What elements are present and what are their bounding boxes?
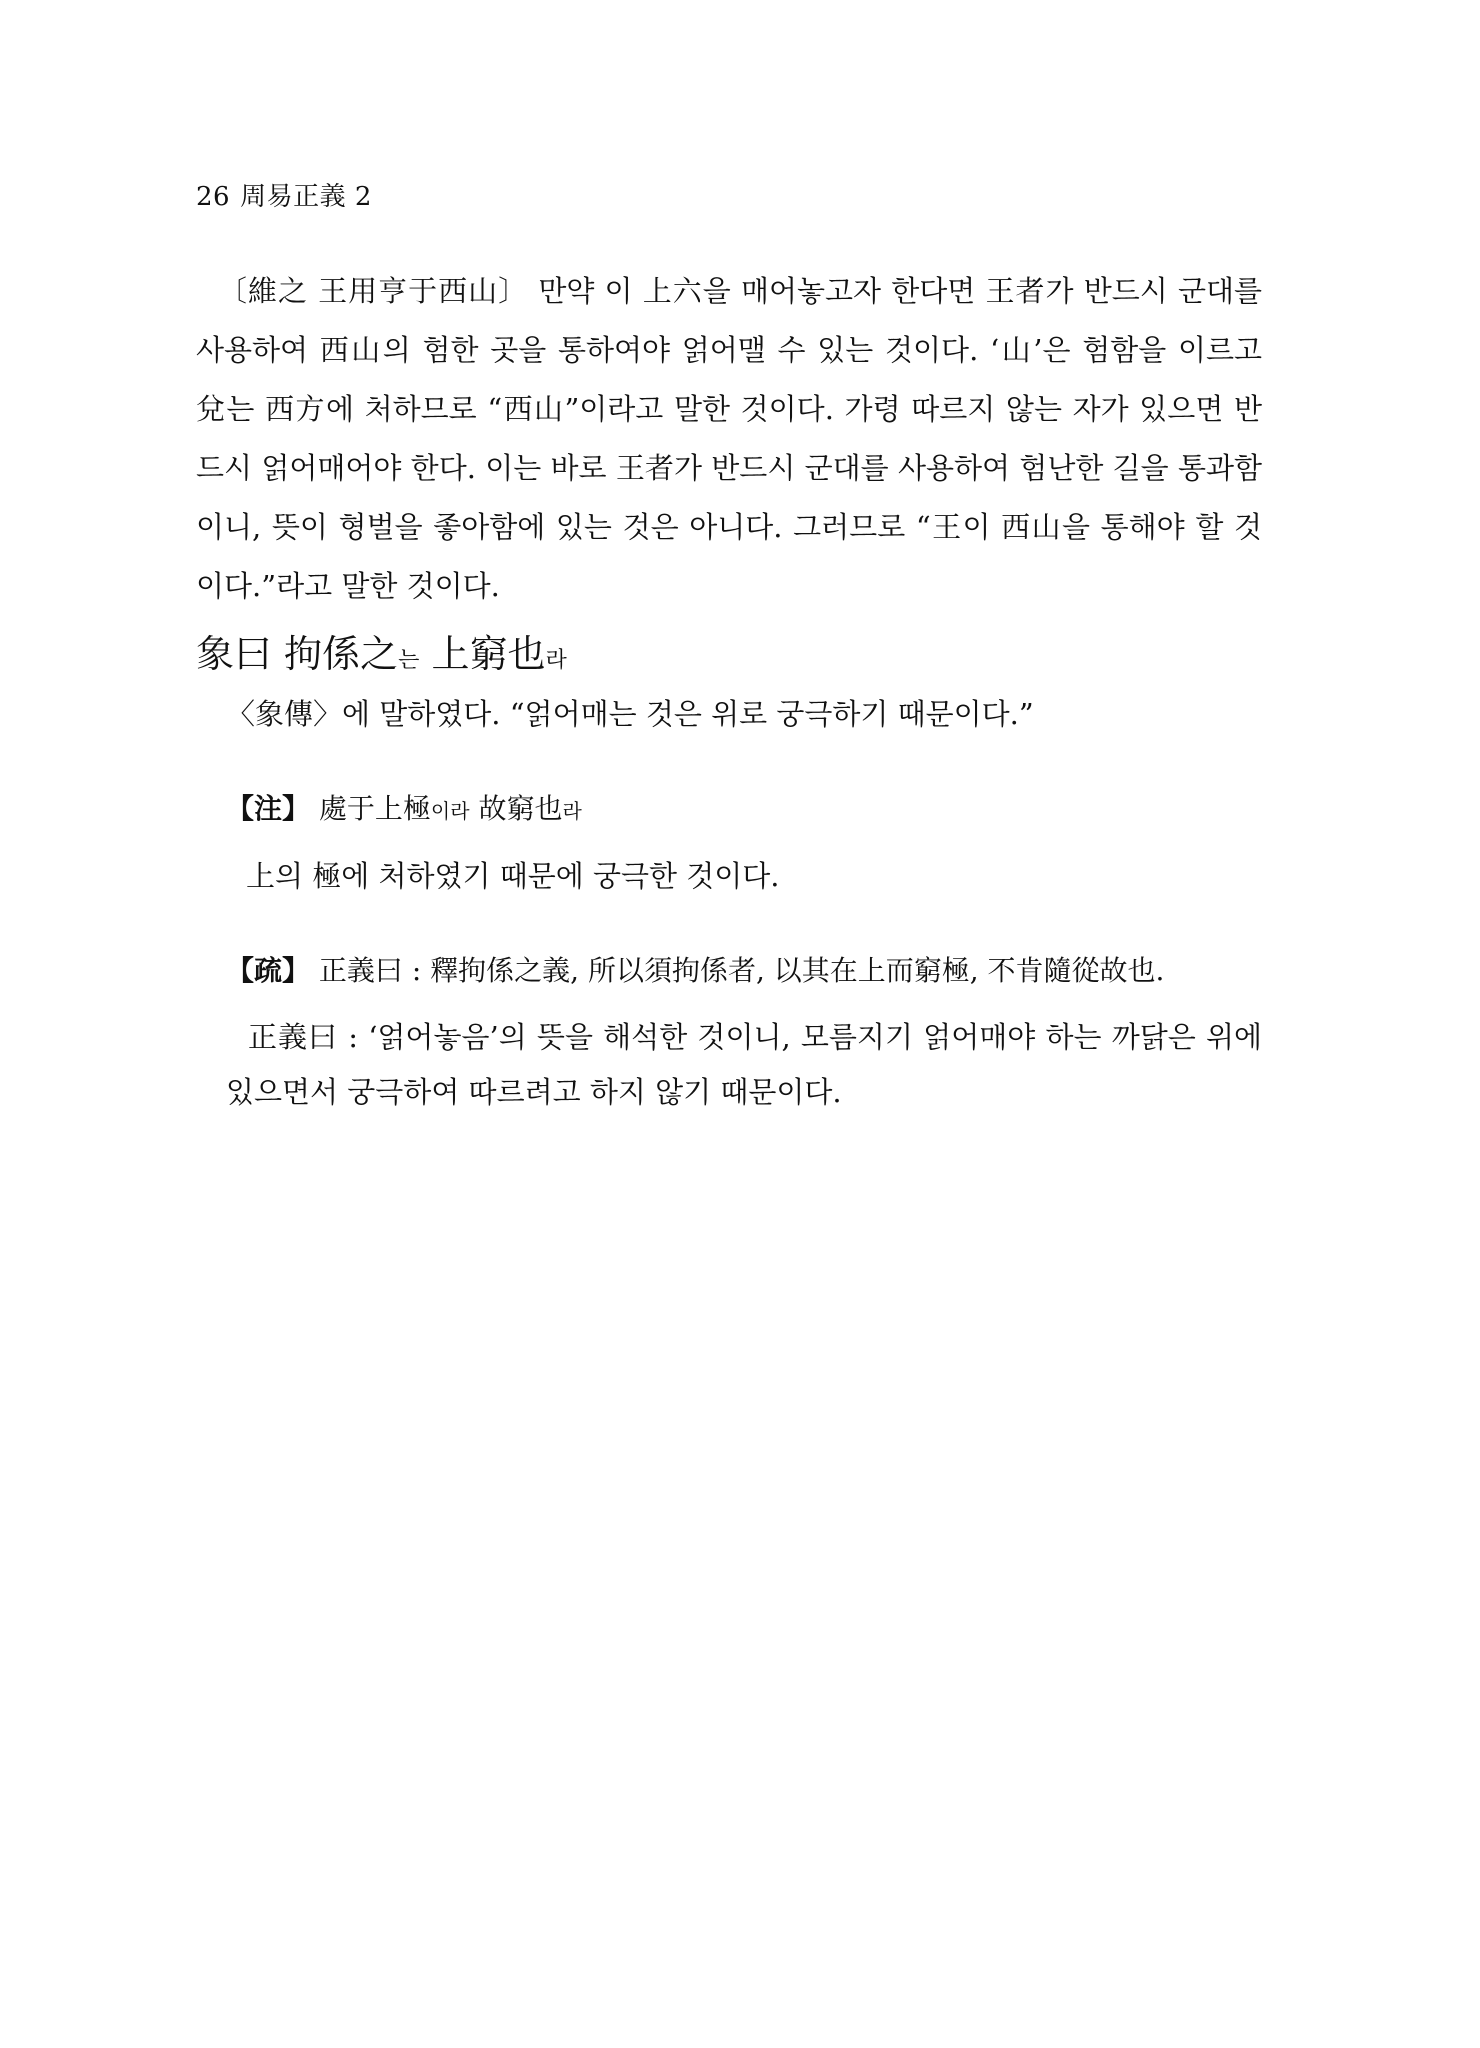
page-number: 26 [196, 182, 231, 212]
xiang-heading [196, 630, 567, 685]
xiang-text-2: 上窮也 [419, 632, 546, 676]
zhu-particle-2: 라 [562, 799, 582, 823]
xiang-particle-2: 라 [545, 648, 567, 673]
shu-translation-block [226, 1010, 1262, 1120]
zhu-particle-1: 이라 [430, 799, 470, 823]
page-header [196, 176, 382, 213]
zhu-text-2: 故窮也 [469, 792, 563, 825]
shu-text: 正義曰 : 釋拘係之義, 所以須拘係者, 以其在上而窮極, 不肯隨從故也. [310, 954, 1165, 987]
zhu-translation: 上의 極에 처하였기 때문에 궁극한 것이다. [246, 859, 780, 893]
shu-tag: 【疏】 [226, 954, 311, 987]
book-title: 周易正義 2 [240, 182, 372, 212]
zhu-tag: 【注】 [226, 792, 311, 825]
commentary-block [196, 262, 1262, 616]
main-paragraph: 〔維之 王用亨于西山〕 만약 이 上六을 매어놓고자 한다면 王者가 반드시 군대를 사용하여 西山의 험한 곳을 통하여야 얽어맬 수 있는 것이다. ‘山’은 험함을 이르고 兌는 西方에 처하므로 “西山”이라고 말한 것이다. 가령 따르지 않는 자가 있으면 반드시 얽어매어야 한다. 이는 바로 王者가 반드시 군대를 사용하여 험난한 길을 통과함이니, 뜻이 형벌을 좋아함에 있는 것은 아니다. 그러므로 “王이 西山을 통해야 할 것이다.”라고 말한 것이다. [196, 274, 1262, 603]
zhu-heading [226, 790, 582, 830]
zhu-text-1: 處于上極 [310, 792, 431, 825]
xiang-particle-1: 는 [398, 648, 420, 673]
xiang-text-1: 象曰 拘係之 [196, 632, 399, 676]
shu-heading [226, 952, 1164, 990]
xiang-translation: 〈象傳〉에 말하였다. “얽어매는 것은 위로 궁극하기 때문이다.” [226, 697, 1034, 731]
shu-translation: 正義曰 : ‘얽어놓음’의 뜻을 해석한 것이니, 모름지기 얽어매야 하는 까닭은 위에 있으면서 궁극하여 따르려고 하지 않기 때문이다. [226, 1020, 1262, 1109]
